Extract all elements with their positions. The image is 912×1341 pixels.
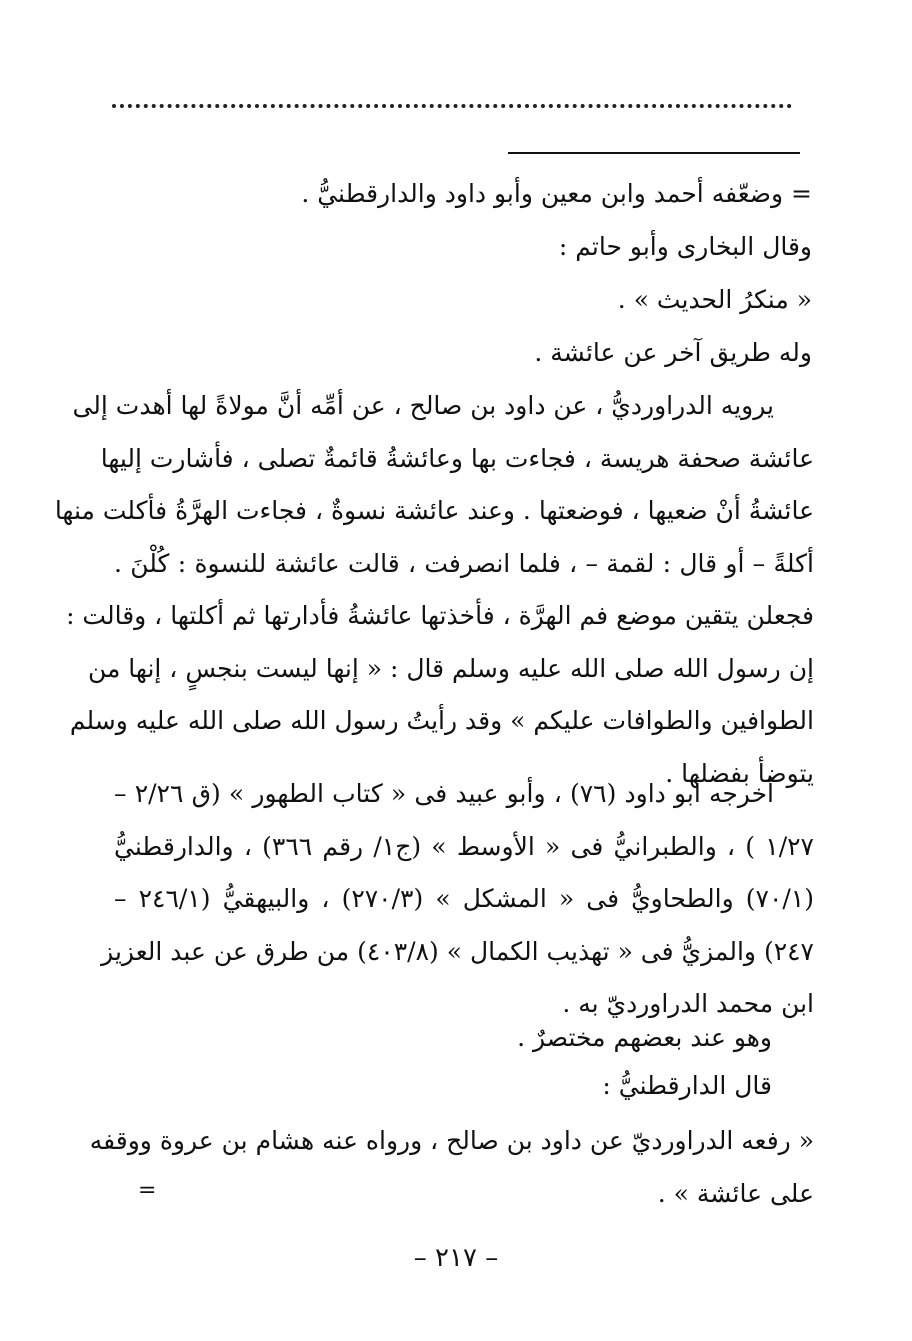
- continuation-mark: =: [138, 1178, 157, 1203]
- closing-line: وهو عند بعضهم مختصرٌ .: [517, 1023, 772, 1052]
- page-number: – ٢١٧ –: [413, 1243, 499, 1273]
- takhrij-paragraph: [101, 768, 814, 1031]
- takhrij-line: ٢٤٧) والمزيُّ فى « تهذيب الكمال » (٤٠٣/٨) من طرق عن عبد العزيز: [101, 936, 814, 966]
- footnote-rule: [508, 152, 800, 154]
- footnote-line: « منكرُ الحديث » .: [617, 285, 812, 314]
- narration-line: الطوافين والطوافات عليكم » وقد رأيتُ رسول الله صلى الله عليه وسلم: [69, 706, 814, 735]
- narration-line: فجعلن يتقين موضع فم الهرَّة ، فأخذتها عائشةُ فأدارتها ثم أكلتها ، وقالت :: [66, 601, 814, 630]
- quote-line: على عائشة » .: [657, 1178, 814, 1208]
- takhrij-line: ١/٢٧ ) ، والطبرانيُّ فى « الأوسط » (ج١/ رقم ٣٦٦) ، والدارقطنيُّ: [114, 831, 814, 861]
- narration-line: يتوضأ بفضلها .: [665, 758, 814, 788]
- takhrij-line: ابن محمد الدراورديّ به .: [562, 989, 814, 1018]
- closing-line: قال الدارقطنيُّ :: [602, 1071, 772, 1100]
- narration-line: عائشةُ أنْ ضعيها ، فوضعتها . وعند عائشة نسوةٌ ، فجاءت الهرَّةُ فأكلت منها: [54, 496, 814, 525]
- footnote-line: وقال البخارى وأبو حاتم :: [558, 232, 812, 261]
- footnote-line: وله طريق آخر عن عائشة .: [534, 338, 812, 367]
- narration-line: أكلةً – أو قال : لقمة – ، فلما انصرفت ، قالت عائشة للنسوة : كُلْنَ .: [114, 548, 814, 578]
- quote-paragraph: [89, 1115, 814, 1220]
- narration-line: إن رسول الله صلى الله عليه وسلم قال : « إنها ليست بنجسٍ ، إنها من: [87, 653, 814, 683]
- takhrij-line: (٧٠/١) والطحاويُّ فى « المشكل » (٢٧٠/٣) ، والبيهقيُّ (٢٤٦/١ –: [114, 884, 814, 913]
- narration-line: يرويه الدراورديُّ ، عن داود بن صالح ، عن أمِّه أنَّ مولاةً لها أهدت إلى: [72, 391, 774, 420]
- dotted-separator: [112, 88, 792, 108]
- narration-paragraph: [54, 380, 814, 800]
- takhrij-line: أخرجه أبو داود (٧٦) ، وأبو عبيد فى « كتاب الطهور » (ق ٢/٢٦ –: [114, 779, 774, 808]
- quote-line: « رفعه الدراورديّ عن داود بن صالح ، ورواه عنه هشام بن عروة ووقفه: [89, 1126, 814, 1155]
- footnote-line: = وضعّفه أحمد وابن معين وأبو داود والدارقطنيُّ .: [301, 179, 812, 208]
- narration-line: عائشة صحفة هريسة ، فجاءت بها وعائشةُ قائمةٌ تصلى ، فأشارت إليها: [100, 443, 814, 473]
